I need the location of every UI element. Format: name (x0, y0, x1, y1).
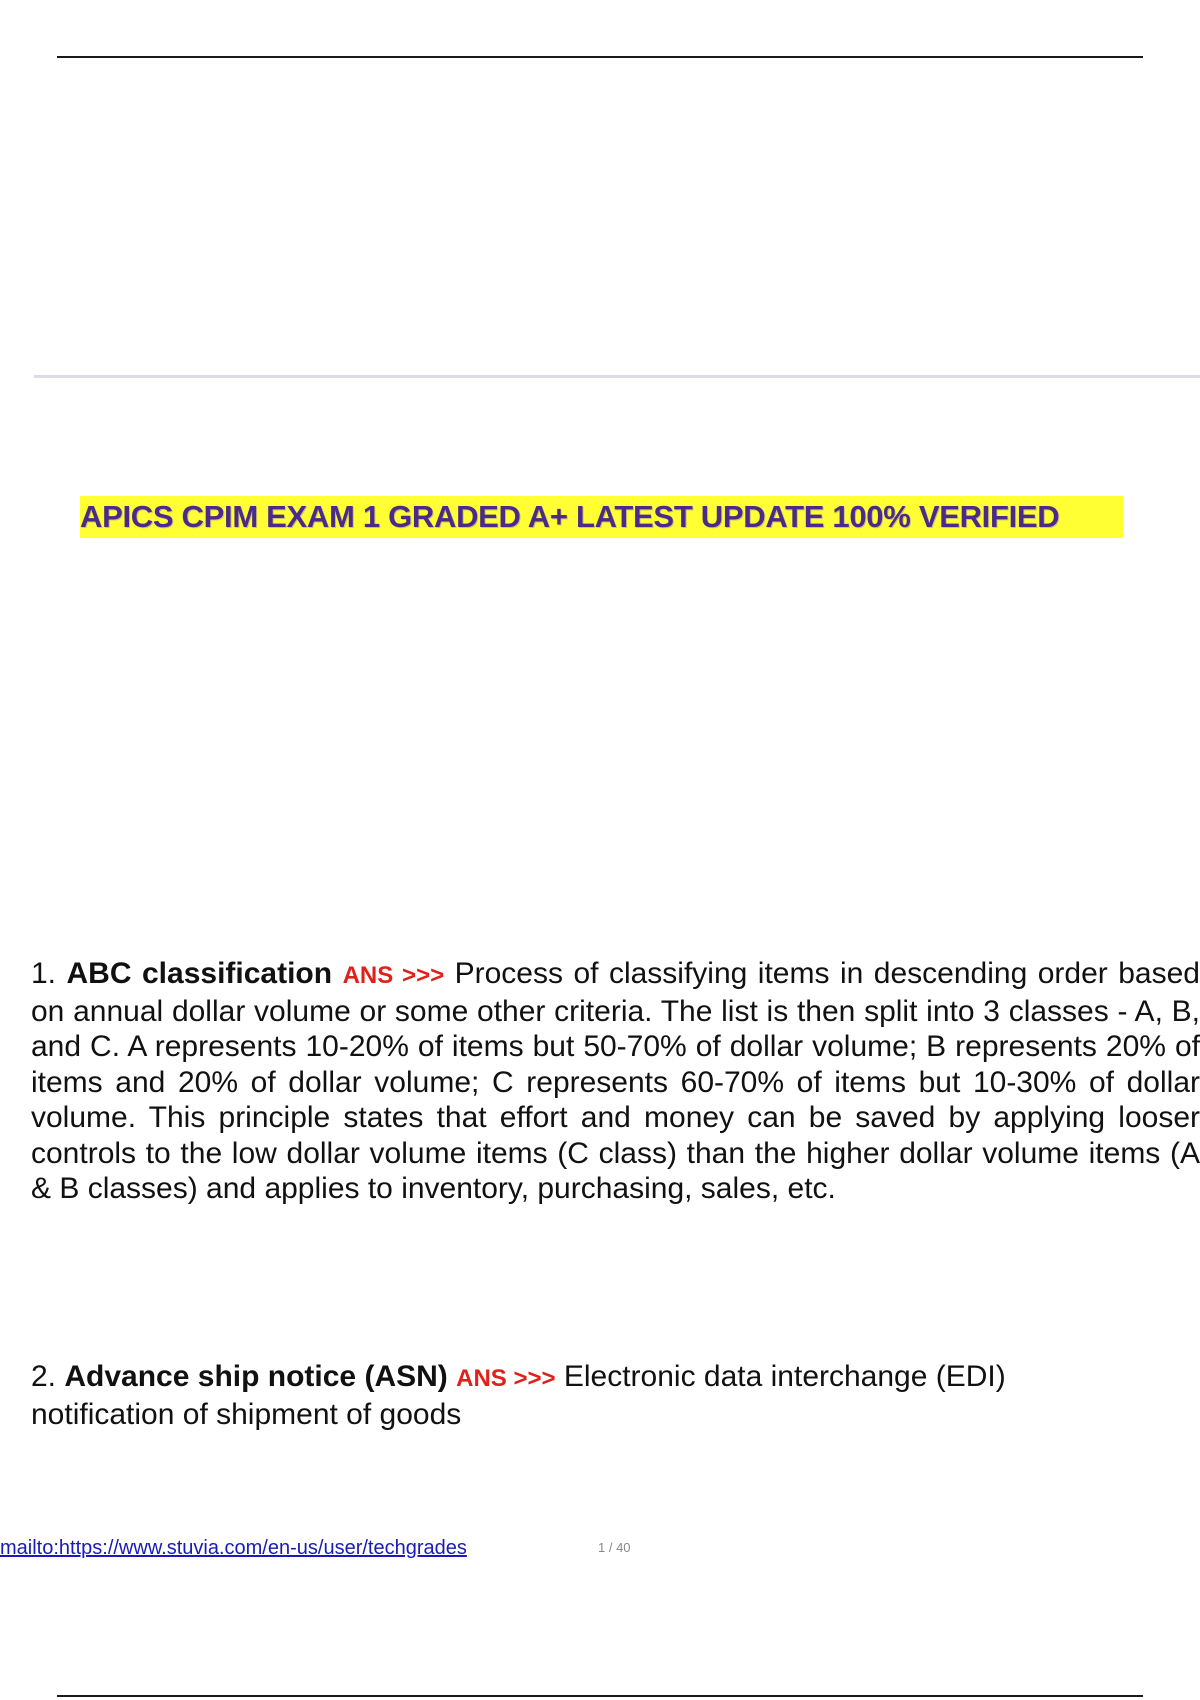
question-term: Advance ship notice (ASN) (64, 1360, 448, 1393)
bottom-rule (57, 1695, 1143, 1697)
question-item-1 (31, 956, 1200, 1207)
question-number: 1. (31, 957, 57, 990)
question-item-2 (31, 1359, 1131, 1432)
question-number: 2. (31, 1360, 57, 1393)
answer-text: Process of classifying items in descending order based on annual dollar volume or some other criteria. The list is then split into 3 classes - A, B, and C. A represents 10-20% of items but 50-70% of dollar volume; B represents 20% of items and 20% of dollar volume; C represents 60-70% of items but 10-30% of dollar volume. This principle states that effort and money can be saved by applying looser controls to the low dollar volume items (C class) than the higher dollar volume items (A & B classes) and applies to inventory, purchasing, sales, etc. (31, 957, 1200, 1205)
answer-marker: ANS >>> (456, 1365, 556, 1392)
header-divider (34, 375, 1200, 378)
answer-marker: ANS >>> (342, 962, 445, 989)
answer-text: Electronic data interchange (EDI) notification of shipment of goods (31, 1360, 1006, 1431)
footer-profile-link[interactable]: mailto:https://www.stuvia.com/en-us/user/techgrades (0, 1537, 467, 1559)
top-rule (57, 56, 1143, 58)
question-term: ABC classification (66, 957, 333, 990)
document-title: APICS CPIM EXAM 1 GRADED A+ LATEST UPDATE 100% VERIFIED (80, 496, 1123, 538)
page-number: 1 / 40 (598, 1540, 631, 1555)
